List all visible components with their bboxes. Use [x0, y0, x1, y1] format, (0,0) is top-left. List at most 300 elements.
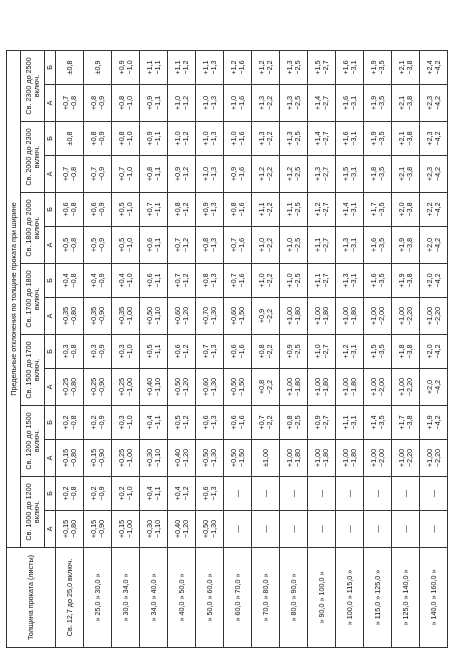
tolerance-value: +1,00: [284, 306, 294, 326]
tolerance-cell: [252, 440, 280, 477]
tolerance-value: +0,40: [172, 448, 182, 468]
tolerance-value: −1,0: [124, 344, 134, 359]
tolerance-cell: [308, 406, 336, 440]
tolerance-cell: [420, 122, 448, 156]
tolerance-value: +0,9: [256, 308, 266, 324]
tolerance-cell: [420, 369, 448, 406]
tolerance-value: −0,90: [96, 519, 106, 539]
tolerance-value: −1,10: [152, 448, 162, 468]
tolerance-value: —: [372, 489, 382, 498]
tolerance-value: +1,1: [284, 202, 294, 217]
tolerance-value: −4,2: [432, 415, 442, 430]
tolerance-value: −1,6: [236, 202, 246, 217]
tolerance-value: −0,9: [96, 237, 106, 253]
tolerance-value: −3,1: [348, 273, 358, 288]
tolerance-value: +0,6: [228, 344, 238, 359]
tolerance-value: +2,0: [424, 237, 434, 253]
tolerance-cell: [364, 440, 392, 477]
tolerance-value: +1,00: [340, 377, 350, 397]
tolerance-value: +0,6: [88, 202, 98, 217]
tolerance-value: +1,00: [312, 377, 322, 397]
tolerance-value: +1,0: [228, 131, 238, 146]
tolerance-cell: [224, 227, 252, 264]
tolerance-cell: [252, 122, 280, 156]
tolerance-cell: [392, 511, 420, 548]
tolerance-cell: [140, 511, 168, 548]
tolerance-value: +1,00: [340, 448, 350, 468]
tolerance-cell: [140, 369, 168, 406]
tolerance-value: +1,0: [200, 95, 210, 111]
tolerance-cell: [84, 156, 112, 193]
tolerance-value: −0,9: [96, 131, 106, 146]
tolerance-value: −1,0: [124, 95, 134, 111]
tolerance-value: +1,4: [340, 202, 350, 217]
tolerance-cell: [112, 477, 140, 511]
tolerance-cell: [364, 85, 392, 122]
tolerance-value: −1,20: [180, 519, 190, 539]
tolerance-value: −2,5: [292, 273, 302, 288]
tolerance-value: −1,6: [236, 60, 246, 75]
tolerance-cell: [112, 440, 140, 477]
tolerance-value: −3,8: [404, 237, 414, 253]
tolerance-value: +1,2: [256, 166, 266, 182]
tolerance-cell: [252, 156, 280, 193]
tolerance-value: —: [344, 489, 354, 498]
tolerance-value: −1,3: [208, 273, 218, 288]
tolerance-value: +0,25: [88, 377, 98, 397]
class-header: А: [45, 511, 56, 548]
tolerance-cell: [392, 369, 420, 406]
tolerance-value: −0,8: [68, 344, 78, 359]
tolerance-cell: [420, 156, 448, 193]
tolerance-cell: [252, 406, 280, 440]
tolerance-value: —: [260, 489, 270, 498]
tolerance-value: −2,20: [404, 306, 414, 326]
tolerance-cell: [168, 51, 196, 85]
tolerance-value: +1,6: [340, 60, 350, 75]
tolerance-cell: [420, 511, 448, 548]
tolerance-value: −1,30: [208, 519, 218, 539]
tolerance-cell: [224, 156, 252, 193]
tolerance-value: +0,9: [200, 202, 210, 217]
tolerance-value: −1,2: [180, 60, 190, 75]
tolerance-value: −1,50: [236, 377, 246, 397]
tolerance-value: +1,5: [312, 60, 322, 75]
tolerance-value: −1,0: [124, 273, 134, 288]
class-header: А: [45, 227, 56, 264]
thickness-range: » 60,0 » 70,0 »: [224, 548, 252, 648]
thickness-range: » 40,0 » 50,0 »: [168, 548, 196, 648]
tolerance-value: +1,8: [396, 344, 406, 359]
tolerance-value: +1,9: [396, 273, 406, 288]
tolerance-cell: [308, 227, 336, 264]
tolerance-value: −1,80: [348, 448, 358, 468]
table-row: [56, 51, 84, 648]
tolerance-value: +0,8: [200, 273, 210, 288]
tolerance-value: +0,6: [200, 486, 210, 501]
tolerance-cell: [280, 227, 308, 264]
tolerance-value: −2,00: [376, 448, 386, 468]
tolerance-cell: [252, 477, 280, 511]
tolerance-value: −0,9: [96, 95, 106, 111]
tolerance-cell: [420, 440, 448, 477]
tolerance-value: −2,7: [320, 273, 330, 288]
thickness-range: » 100,0 » 115,0 »: [336, 548, 364, 648]
tolerance-value: +0,6: [144, 273, 154, 288]
tolerance-cell: [196, 335, 224, 369]
tolerance-value: −0,80: [68, 448, 78, 468]
tolerance-value: +0,9: [312, 415, 322, 430]
tolerance-value: −1,3: [208, 131, 218, 146]
tolerance-cell: [252, 51, 280, 85]
tolerance-value: −2,00: [376, 306, 386, 326]
tolerance-value: +2,4: [424, 60, 434, 75]
tolerance-cell: [336, 122, 364, 156]
tolerance-value: +1,00: [396, 306, 406, 326]
tolerance-value: +0,60: [172, 306, 182, 326]
tolerance-cell: [364, 477, 392, 511]
tolerance-value: −1,6: [236, 166, 246, 182]
tolerance-value: −0,9: [96, 166, 106, 182]
tolerance-cell: [112, 122, 140, 156]
tolerance-cell: [420, 264, 448, 298]
table-row: [140, 51, 168, 648]
tolerance-cell: [336, 440, 364, 477]
tolerance-cell: [196, 193, 224, 227]
tolerance-cell: [224, 298, 252, 335]
tolerance-value: −2,2: [264, 237, 274, 253]
tolerance-value: —: [316, 489, 326, 498]
tolerance-value: −1,3: [208, 95, 218, 111]
tolerance-cell: [168, 298, 196, 335]
tolerance-value: +1,0: [256, 273, 266, 288]
class-header: Б: [45, 477, 56, 511]
tolerance-value: −3,8: [404, 95, 414, 111]
tolerance-value: −1,3: [208, 344, 218, 359]
tolerance-cell: [280, 440, 308, 477]
tolerance-value: −1,20: [180, 377, 190, 397]
tolerance-value: —: [232, 489, 242, 498]
tolerance-cell: [336, 156, 364, 193]
tolerance-value: +0,8: [256, 379, 266, 395]
tolerance-cell: [336, 511, 364, 548]
tolerance-value: −2,2: [264, 308, 274, 324]
tolerance-value: +0,8: [172, 202, 182, 217]
tolerance-value: +0,5: [116, 202, 126, 217]
tolerance-value: −1,3: [208, 486, 218, 501]
tolerance-cell: [420, 477, 448, 511]
tolerance-value: +0,40: [172, 519, 182, 539]
tolerance-cell: [280, 406, 308, 440]
tolerance-cell: [140, 264, 168, 298]
tolerance-cell: [392, 264, 420, 298]
tolerance-value: +1,00: [284, 448, 294, 468]
tolerance-cell: [280, 298, 308, 335]
tolerance-value: −2,2: [264, 273, 274, 288]
tolerance-value: +1,3: [340, 237, 350, 253]
tolerance-value: −0,80: [68, 519, 78, 539]
tolerance-cell: [168, 85, 196, 122]
tolerance-cell: [280, 122, 308, 156]
tolerance-cell: [364, 406, 392, 440]
tolerance-value: +0,7: [88, 166, 98, 182]
tolerance-value: −1,80: [292, 377, 302, 397]
tolerance-cell: [56, 156, 84, 193]
tolerance-value: +0,3: [116, 344, 126, 359]
tolerance-value: −2,7: [320, 237, 330, 253]
tolerance-value: −1,1: [152, 486, 162, 501]
tolerance-value: −3,5: [376, 237, 386, 253]
tolerance-cell: [196, 227, 224, 264]
tolerance-cell: [196, 156, 224, 193]
tolerance-value: +0,7: [228, 237, 238, 253]
tolerance-cell: [196, 51, 224, 85]
tolerance-value: +0,7: [144, 202, 154, 217]
tolerance-cell: [308, 193, 336, 227]
tolerance-cell: [196, 406, 224, 440]
tolerance-value: −1,6: [236, 237, 246, 253]
table-row: [84, 51, 112, 648]
tolerance-value: +0,15: [88, 519, 98, 539]
tolerance-value: −1,80: [320, 448, 330, 468]
tolerance-value: +0,70: [200, 306, 210, 326]
class-header: Б: [45, 335, 56, 369]
tolerance-cell: [56, 298, 84, 335]
class-header: Б: [45, 193, 56, 227]
width-range-header: Св. 1200 до 1500 включ.: [21, 406, 45, 477]
tolerance-value: +0,6: [200, 415, 210, 430]
tolerance-cell: [336, 298, 364, 335]
tolerance-cell: [168, 406, 196, 440]
tolerance-value: +2,0: [424, 273, 434, 288]
tolerance-value: +0,60: [200, 377, 210, 397]
tolerance-value: −4,2: [432, 202, 442, 217]
tolerance-value: −1,1: [152, 273, 162, 288]
tolerance-value: +1,00: [396, 377, 406, 397]
tolerance-cell: [56, 406, 84, 440]
tolerance-cell: [280, 369, 308, 406]
tolerance-cell: [280, 51, 308, 85]
tolerance-value: −1,20: [180, 306, 190, 326]
tolerance-value: +0,8: [116, 95, 126, 111]
tolerance-value: −2,2: [264, 202, 274, 217]
tolerance-value: −1,00: [124, 448, 134, 468]
tolerance-cell: [140, 193, 168, 227]
tolerance-cell: [364, 122, 392, 156]
tolerance-value: −3,5: [376, 344, 386, 359]
tolerance-cell: [56, 511, 84, 548]
tolerance-cell: [84, 85, 112, 122]
tolerance-cell: [420, 298, 448, 335]
tolerance-value: +1,8: [368, 166, 378, 182]
tolerance-value: +1,7: [368, 202, 378, 217]
tolerance-value: +0,9: [172, 166, 182, 182]
tolerance-value: +0,7: [172, 273, 182, 288]
tolerance-value: +0,15: [60, 519, 70, 539]
tolerance-value: +0,2: [88, 415, 98, 430]
tolerance-cell: [168, 122, 196, 156]
tolerance-value: −2,7: [320, 202, 330, 217]
tolerance-value: −3,1: [348, 95, 358, 111]
tolerance-value: −1,00: [124, 306, 134, 326]
tolerance-value: −1,1: [152, 344, 162, 359]
class-header: А: [45, 298, 56, 335]
tolerance-cell: [112, 369, 140, 406]
tolerance-value: +0,40: [144, 377, 154, 397]
tolerance-value: +0,8: [284, 415, 294, 430]
tolerance-value: +0,2: [60, 415, 70, 430]
tolerance-cell: [336, 406, 364, 440]
deviation-caption: Предельные отклонения по толщине проката при ширине: [7, 51, 21, 548]
tolerance-value: —: [400, 525, 410, 533]
tolerance-value: −1,2: [180, 131, 190, 146]
tolerance-value: +0,7: [60, 95, 70, 111]
tolerance-value: −0,80: [68, 377, 78, 397]
tolerance-value: −1,30: [208, 306, 218, 326]
tolerance-value: +1,1: [340, 415, 350, 430]
tolerance-value: +0,30: [144, 448, 154, 468]
tolerance-value: +2,0: [396, 202, 406, 217]
tolerance-value: +0,4: [88, 273, 98, 288]
tolerance-cell: [56, 335, 84, 369]
tolerance-cell: [364, 369, 392, 406]
tolerance-value: −1,80: [320, 377, 330, 397]
tolerance-value: ±0,8: [64, 60, 74, 75]
tolerance-value: −2,2: [264, 344, 274, 359]
tolerance-value: −2,2: [264, 131, 274, 146]
tolerance-value: +0,8: [228, 202, 238, 217]
tolerance-cell: [56, 477, 84, 511]
tolerance-value: −0,8: [68, 415, 78, 430]
tolerance-value: −1,2: [180, 202, 190, 217]
tolerance-value: −1,0: [124, 60, 134, 75]
thickness-range: » 50,0 » 60,0 »: [196, 548, 224, 648]
tolerance-cell: [364, 264, 392, 298]
tolerance-cell: [196, 511, 224, 548]
tolerance-value: −1,0: [124, 486, 134, 501]
class-header: Б: [45, 122, 56, 156]
tolerance-value: −0,8: [68, 95, 78, 111]
tolerance-value: −1,2: [180, 273, 190, 288]
tolerance-cell: [392, 227, 420, 264]
tolerance-cell: [252, 85, 280, 122]
tolerance-cell: [392, 406, 420, 440]
tolerance-value: −1,1: [152, 237, 162, 253]
table-row: [252, 51, 280, 648]
tolerance-value: +0,8: [200, 237, 210, 253]
tolerance-cell: [392, 85, 420, 122]
tolerance-cell: [420, 227, 448, 264]
tolerance-value: +2,3: [424, 95, 434, 111]
tolerance-cell: [252, 511, 280, 548]
tolerance-value: +1,6: [340, 131, 350, 146]
tolerance-cell: [364, 156, 392, 193]
tolerance-value: −1,10: [152, 306, 162, 326]
tolerance-cell: [112, 85, 140, 122]
tolerance-cell: [196, 298, 224, 335]
tolerance-value: −1,2: [180, 344, 190, 359]
tolerance-cell: [168, 193, 196, 227]
tolerance-cell: [112, 264, 140, 298]
tolerance-value: +0,7: [228, 273, 238, 288]
tolerance-value: +1,1: [312, 273, 322, 288]
tolerance-cell: [336, 264, 364, 298]
thickness-caption: Толщина проката (листы): [7, 548, 56, 648]
tolerance-value: −1,30: [208, 377, 218, 397]
tolerance-cell: [112, 156, 140, 193]
tolerance-cell: [168, 227, 196, 264]
tolerance-value: −0,9: [96, 273, 106, 288]
tolerance-value: +1,00: [368, 377, 378, 397]
tolerance-value: −1,6: [236, 95, 246, 111]
tolerance-value: +1,4: [312, 95, 322, 111]
tolerance-value: +0,35: [88, 306, 98, 326]
tolerance-cell: [140, 477, 168, 511]
tolerance-value: −3,1: [348, 415, 358, 430]
tolerance-value: +1,0: [312, 344, 322, 359]
tolerance-value: −1,00: [124, 377, 134, 397]
tolerance-value: +0,5: [60, 237, 70, 253]
tolerance-value: −3,8: [404, 166, 414, 182]
tolerance-value: ±1,00: [260, 449, 270, 467]
tolerance-value: —: [260, 525, 270, 533]
table-row: [224, 51, 252, 648]
tolerance-value: +0,35: [116, 306, 126, 326]
tolerance-value: −3,8: [404, 202, 414, 217]
tolerance-value: −2,7: [320, 131, 330, 146]
tolerance-value: +1,00: [312, 448, 322, 468]
tolerance-value: —: [288, 525, 298, 533]
tolerance-cell: [140, 51, 168, 85]
tolerance-cell: [280, 85, 308, 122]
tolerance-cell: [196, 369, 224, 406]
tolerance-value: −0,9: [96, 415, 106, 430]
tolerance-value: −3,5: [376, 415, 386, 430]
tolerance-value: −2,7: [320, 415, 330, 430]
tolerance-value: −1,2: [180, 237, 190, 253]
tolerance-cell: [280, 264, 308, 298]
tolerance-value: −1,50: [236, 306, 246, 326]
tolerance-value: +1,3: [284, 131, 294, 146]
table-row: [196, 51, 224, 648]
tolerance-cell: [168, 264, 196, 298]
tolerance-value: −2,20: [432, 448, 442, 468]
tolerance-cell: [392, 193, 420, 227]
tolerance-value: −0,8: [68, 166, 78, 182]
tolerance-value: +0,8: [256, 344, 266, 359]
tolerance-value: +0,5: [172, 415, 182, 430]
tolerance-cell: [392, 477, 420, 511]
tolerance-cell: [84, 264, 112, 298]
tolerance-cell: [364, 193, 392, 227]
tolerance-value: +0,4: [60, 273, 70, 288]
tolerance-cell: [308, 51, 336, 85]
tolerance-cell: [308, 477, 336, 511]
tolerance-cell: [196, 440, 224, 477]
tolerance-value: −1,80: [292, 448, 302, 468]
tolerance-cell: [56, 264, 84, 298]
tolerance-value: −0,9: [96, 486, 106, 501]
table-row: [112, 51, 140, 648]
tolerance-value: +1,9: [368, 60, 378, 75]
tolerance-value: +1,0: [172, 131, 182, 146]
tolerance-value: −0,8: [68, 202, 78, 217]
tolerance-value: +1,1: [200, 60, 210, 75]
tolerance-value: −3,5: [376, 273, 386, 288]
tolerance-cell: [84, 406, 112, 440]
tolerance-value: −1,50: [236, 448, 246, 468]
tolerance-value: +0,8: [88, 95, 98, 111]
